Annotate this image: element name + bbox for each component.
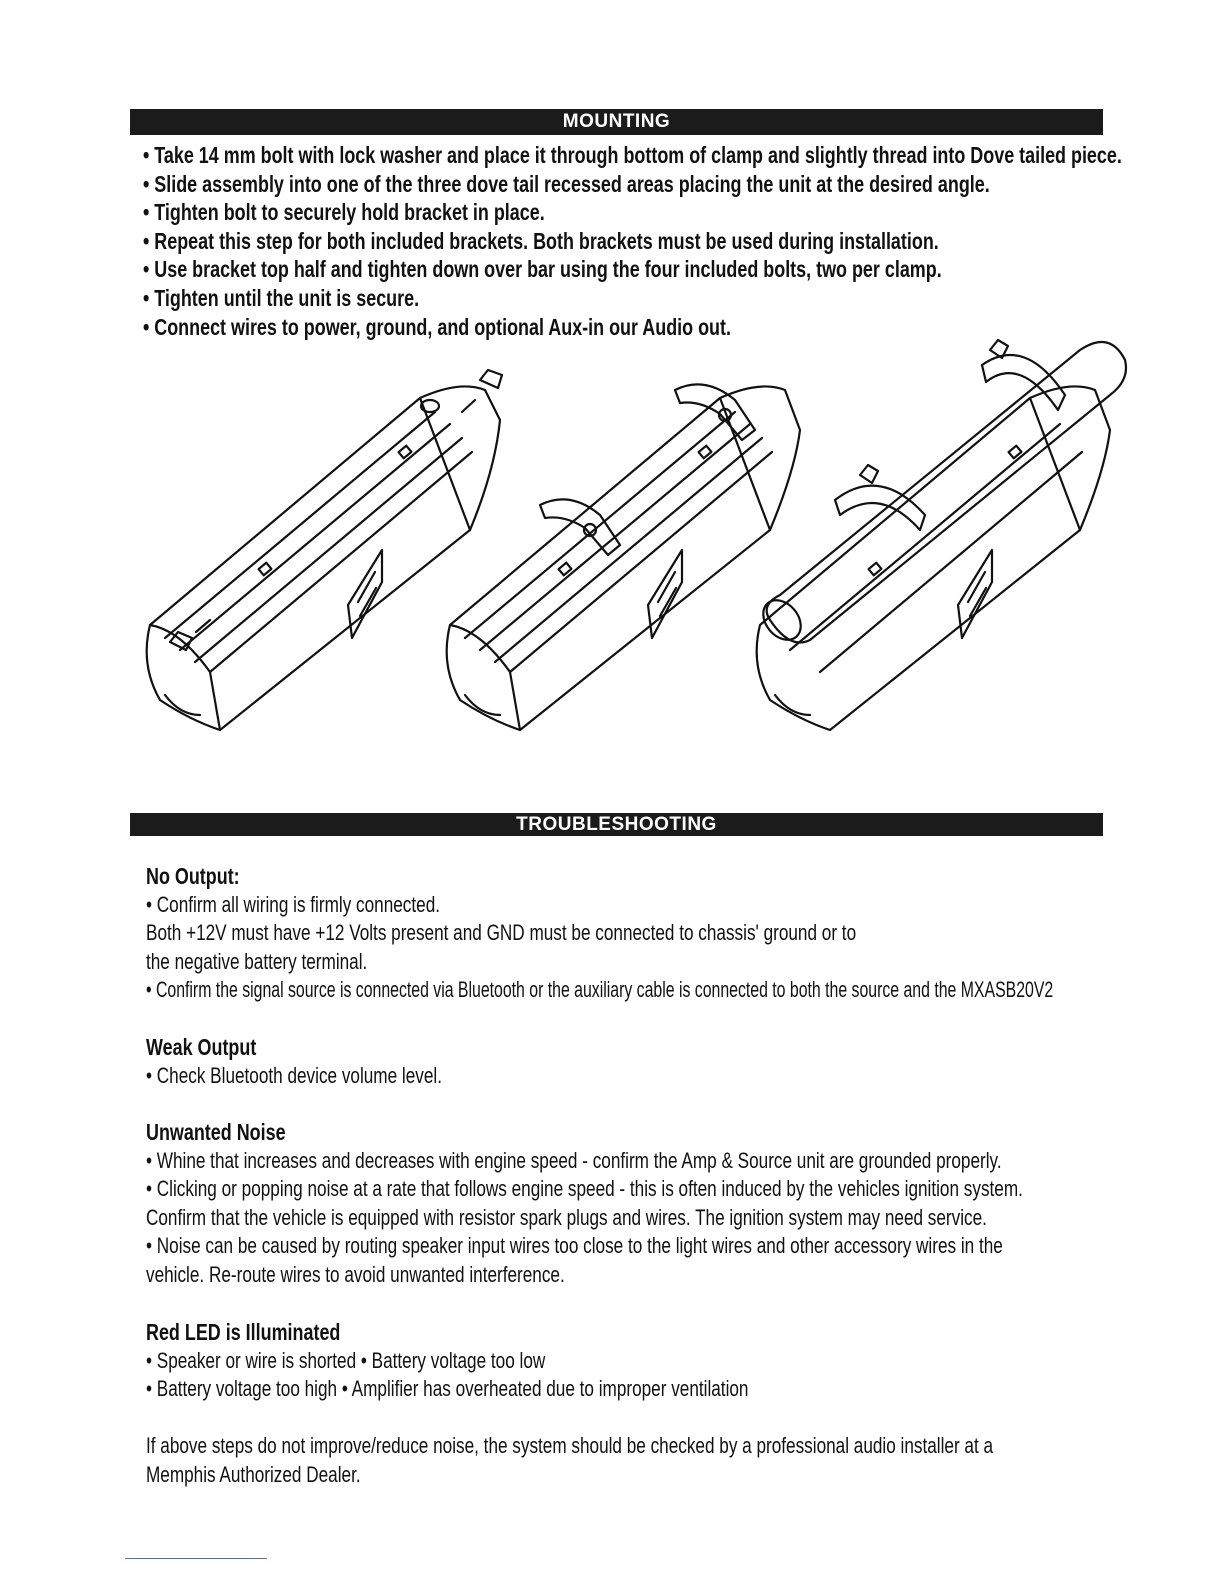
section-weak-output	[146, 1033, 525, 1090]
section-line: Confirm that the vehicle is equipped with resistor spark plugs and wires. The ignition system may need service.	[146, 1204, 987, 1230]
section-line: • Noise can be caused by routing speaker input wires too close to the light wires and other accessory wires in the	[146, 1233, 1003, 1258]
section-line: Memphis Authorized Dealer.	[146, 1461, 361, 1487]
troubleshooting-header	[130, 813, 1103, 836]
section-heading: No Output:	[146, 863, 240, 889]
section-closing	[146, 1432, 1224, 1489]
section-heading: Weak Output	[146, 1034, 257, 1060]
soundbar-unit-2	[447, 384, 800, 730]
section-heading: Red LED is Illuminated	[146, 1319, 341, 1345]
section-unwanted-noise	[146, 1118, 1224, 1289]
mounting-illustration	[120, 320, 1140, 750]
mounting-step: • Use bracket top half and tighten down over bar using the four included bolts, two per clamp.	[143, 256, 942, 283]
mounting-steps	[143, 141, 1224, 341]
section-line: • Speaker or wire is shorted • Battery voltage too low	[146, 1347, 546, 1373]
section-line: Both +12V must have +12 Volts present and GND must be connected to chassis' ground or to	[146, 920, 857, 945]
footer-rule	[125, 1558, 267, 1559]
section-line: • Battery voltage too high • Amplifier has overheated due to improper ventilation	[146, 1376, 749, 1401]
section-line: • Whine that increases and decreases with engine speed - confirm the Amp & Source unit are grounded properly.	[146, 1147, 1002, 1173]
mounting-step: • Repeat this step for both included brackets. Both brackets must be used during installation.	[143, 227, 939, 254]
mounting-step: • Connect wires to power, ground, and optional Aux-in our Audio out.	[143, 313, 731, 340]
section-line: If above steps do not improve/reduce noise, the system should be checked by a professional audio installer at a	[146, 1433, 994, 1458]
soundbar-unit-1	[147, 370, 502, 730]
section-line: the negative battery terminal.	[146, 948, 368, 974]
section-line: vehicle. Re-route wires to avoid unwanted interference.	[146, 1261, 565, 1287]
mounting-title: MOUNTING	[562, 111, 671, 132]
mounting-step: • Slide assembly into one of the three dove tail recessed areas placing the unit at the desired angle.	[143, 170, 990, 197]
mounting-step: • Tighten bolt to securely hold bracket in place.	[143, 199, 545, 226]
section-line: • Confirm the signal source is connected via Bluetooth or the auxiliary cable is connected to both the source and the MXASB20V2	[146, 977, 1054, 1002]
troubleshooting-title: TROUBLESHOOTING	[516, 814, 717, 835]
section-heading: Unwanted Noise	[146, 1119, 286, 1145]
section-line: • Check Bluetooth device volume level.	[146, 1062, 442, 1088]
section-line: • Confirm all wiring is firmly connected.	[146, 891, 440, 917]
mounting-step: • Take 14 mm bolt with lock washer and place it through bottom of clamp and slightly thread into Dove tailed piece.	[143, 142, 1122, 168]
section-red-led	[146, 1318, 918, 1404]
mounting-step: • Tighten until the unit is secure.	[143, 284, 420, 311]
section-line: • Clicking or popping noise at a rate that follows engine speed - this is often induced by the vehicles ignition system.	[146, 1176, 1023, 1201]
soundbar-unit-3	[756, 340, 1126, 730]
section-no-output	[146, 862, 1224, 1005]
mounting-header	[130, 109, 1103, 135]
